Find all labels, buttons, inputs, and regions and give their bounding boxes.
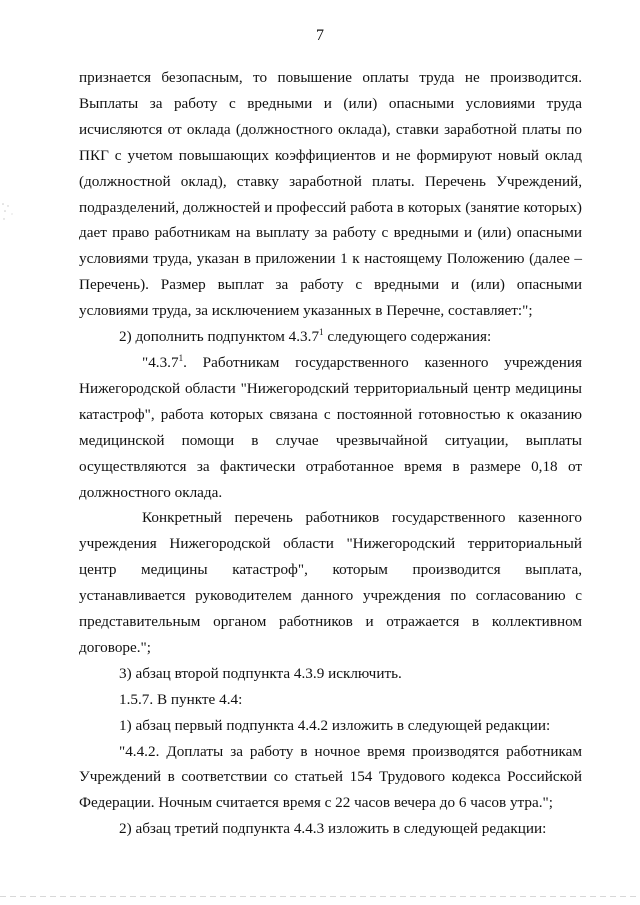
- scan-artifact: [0, 200, 18, 230]
- paragraph-item-2-b: 2) абзац третий подпункта 4.4.3 изложить в следующей редакции:: [119, 820, 547, 838]
- paragraph-item-2: [79, 324, 582, 350]
- paragraph-item-3: 3) абзац второй подпункта 4.3.9 исключить.: [119, 664, 402, 682]
- superscript-index: 1: [319, 327, 324, 337]
- superscript-index: 1: [178, 352, 184, 363]
- document-body: [79, 65, 582, 842]
- paragraph-4-3-7: "4.3.7$^1$. Работникам государственного казенного учреждения Нижегородской области "Нижегородский территориальный центр медицины катастроф", работа которых связана с постоянной готовностью к оказанию медицинской помощи в случае чрезвычайной ситуации, выплаты осуществляются за фактически отработанное время в размере 0,18 от должностного оклада.: [79, 352, 582, 501]
- item-2-text: 2) дополнить подпунктом 4.3.7$^1$ следующего содержания:: [119, 327, 492, 346]
- paragraph-item-1: 1) абзац первый подпункта 4.4.2 изложить в следующей редакции:: [119, 716, 551, 734]
- page-number: 7: [316, 27, 324, 44]
- paragraph-specific-list: Конкретный перечень работников государственного казенного учреждения Нижегородской области "Нижегородский территориальный центр медицины катастроф", которым производится выплата, устанавливается руководителем данного учреждения по согласованию с представительным органом работников и отражается в коллективном договоре.";: [79, 509, 582, 656]
- scan-bottom-edge: [0, 896, 640, 897]
- paragraph-continuation: признается безопасным, то повышение оплаты труда не производится. Выплаты за работу с вредными и (или) опасными условиями труда исчисляются от оклада (должностного оклада), ставки заработной платы по ПКГ с учетом повышающих коэффициентов и не формируют новый оклад (должностной оклад), ставку заработной платы. Перечень Учреждений, подразделений, должностей и профессий работа в которых (занятие которых) дает право работникам на выплату за работу с вредными и (или) опасными условиями труда, указан в приложении 1 к настоящему Положению (далее – Перечень). Размер выплат за работу с вредными и (или) опасными условиями труда, за исключением указанных в Перечне, составляет:";: [79, 69, 582, 320]
- paragraph-4-4-2: "4.4.2. Доплаты за работу в ночное время производятся работникам Учреждений в соответствии со статьей 154 Трудового кодекса Российской Федерации. Ночным считается время с 22 часов вечера до 6 часов утра.";: [79, 742, 582, 812]
- paragraph-1-5-7: 1.5.7. В пункте 4.4:: [119, 690, 243, 708]
